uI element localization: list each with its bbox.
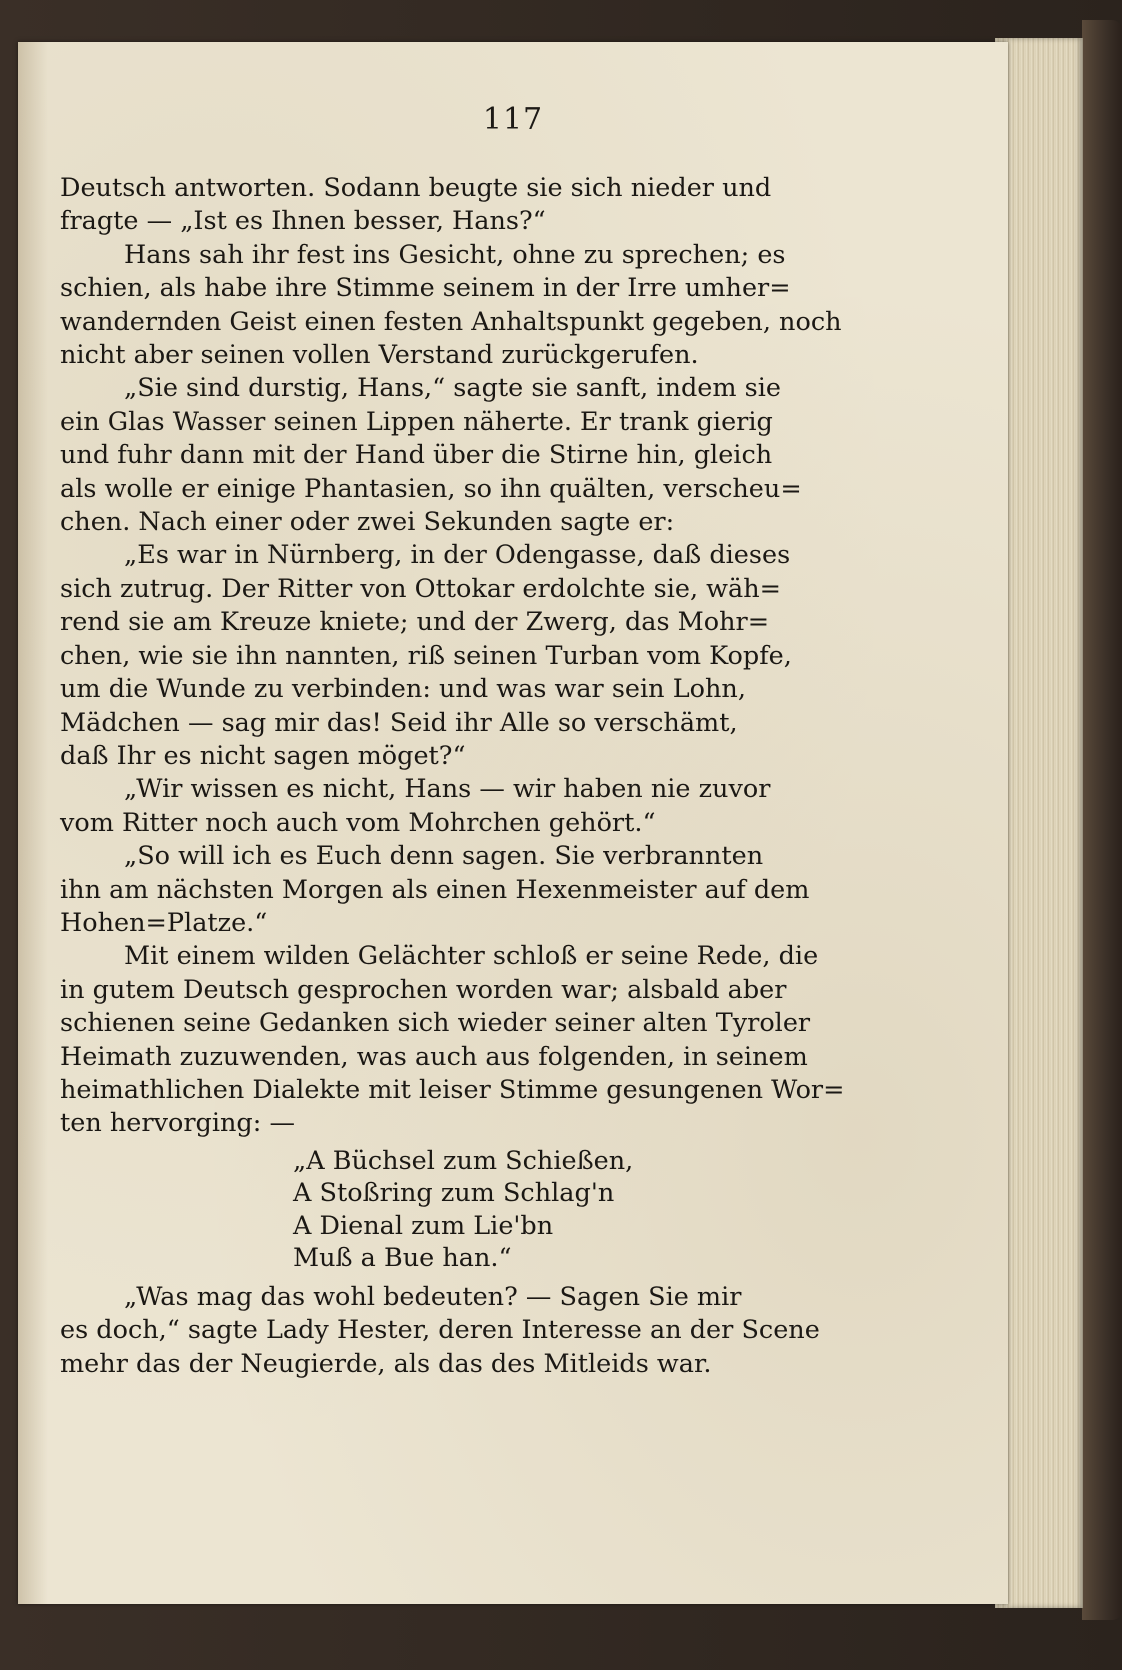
text-line: chen. Nach einer oder zwei Sekunden sagte er: <box>60 507 675 538</box>
text-line: „So will ich es Euch denn sagen. Sie verbrannten <box>124 841 764 872</box>
book-spine-edge <box>1082 20 1122 1620</box>
text-line: „Sie sind durstig, Hans,“ sagte sie sanft, indem sie <box>124 373 781 404</box>
text-line: ein Glas Wasser seinen Lippen näherte. Er trank gierig <box>60 406 773 437</box>
text-line: „Was mag das wohl bedeuten? — Sagen Sie mir <box>124 1281 742 1312</box>
text-line: mehr das der Neugierde, als das des Mitleids war. <box>60 1348 712 1379</box>
text-line: ihn am nächsten Morgen als einen Hexenmeister auf dem <box>60 874 810 905</box>
text-line: daß Ihr es nicht sagen möget?“ <box>60 740 466 771</box>
text-line: fragte — „Ist es Ihnen besser, Hans?“ <box>60 206 546 237</box>
text-line: Heimath zuzuwenden, was auch aus folgenden, in seinem <box>60 1041 808 1072</box>
verse-block <box>60 1145 880 1275</box>
text-line: Mit einem wilden Gelächter schloß er seine Rede, die <box>124 941 819 972</box>
verse-line: A Dienal zum Lie'bn <box>293 1210 554 1241</box>
text-line: ten hervorging: — <box>60 1108 295 1139</box>
page-text <box>60 172 880 1381</box>
text-line: „Wir wissen es nicht, Hans — wir haben nie zuvor <box>124 774 771 805</box>
text-line: um die Wunde zu verbinden: und was war sein Lohn, <box>60 674 746 705</box>
text-line: Deutsch antworten. Sodann beugte sie sich nieder und <box>60 173 772 203</box>
text-line: schienen seine Gedanken sich wieder seiner alten Tyroler <box>60 1008 811 1039</box>
page-edges <box>995 38 1083 1608</box>
text-line: wandernden Geist einen festen Anhaltspunkt gegeben, noch <box>60 306 842 337</box>
text-line: und fuhr dann mit der Hand über die Stirne hin, gleich <box>60 440 773 471</box>
text-line: heimathlichen Dialekte mit leiser Stimme gesungenen Wor= <box>60 1074 845 1105</box>
text-line: Mädchen — sag mir das! Seid ihr Alle so verschämt, <box>60 707 738 738</box>
book-page <box>18 42 1008 1604</box>
text-line: nicht aber seinen vollen Verstand zurückgerufen. <box>60 340 699 371</box>
text-line: es doch,“ sagte Lady Hester, deren Interesse an der Scene <box>60 1315 820 1346</box>
text-line: Hans sah ihr fest ins Gesicht, ohne zu sprechen; es <box>124 239 786 270</box>
text-line: „Es war in Nürnberg, in der Odengasse, daß dieses <box>124 540 791 571</box>
text-line: Hohen=Platze.“ <box>60 907 268 938</box>
text-line: sich zutrug. Der Ritter von Ottokar erdolchte sie, wäh= <box>60 573 781 604</box>
page-number: 117 <box>482 102 544 137</box>
verse-line: „A Büchsel zum Schießen, <box>293 1145 634 1176</box>
verse-line: Muß a Bue han.“ <box>293 1243 512 1274</box>
text-line: vom Ritter noch auch vom Mohrchen gehört.“ <box>60 807 656 838</box>
text-line: als wolle er einige Phantasien, so ihn quälten, verscheu= <box>60 473 802 504</box>
verse-line: A Stoßring zum Schlag'n <box>293 1178 615 1209</box>
text-line: schien, als habe ihre Stimme seinem in der Irre umher= <box>60 273 791 304</box>
text-line: in gutem Deutsch gesprochen worden war; alsbald aber <box>60 974 787 1005</box>
text-line: rend sie am Kreuze kniete; und der Zwerg, das Mohr= <box>60 607 770 638</box>
text-line: chen, wie sie ihn nannten, riß seinen Turban vom Kopfe, <box>60 640 792 671</box>
